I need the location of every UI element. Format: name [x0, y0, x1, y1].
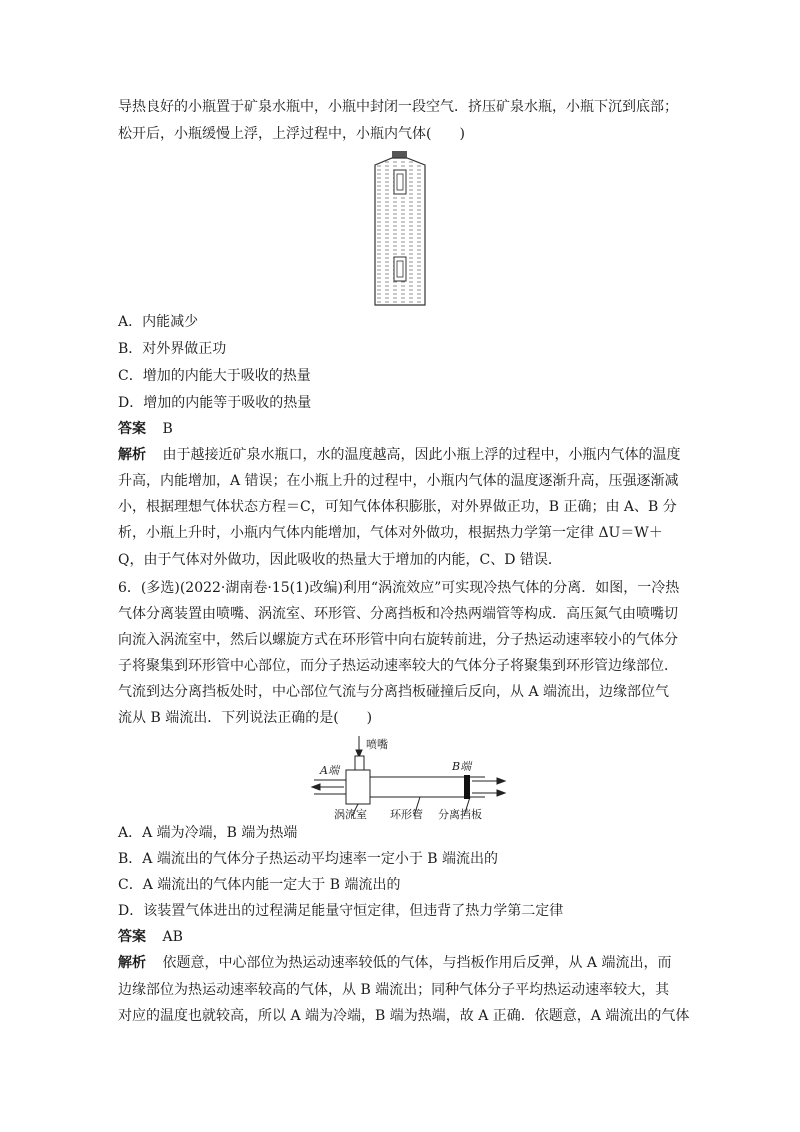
b-end-label: B端 [452, 760, 472, 773]
q6-analysis-line-3: 对应的温度也就较高，所以 A 端为冷端，B 端为热端，故 A 正确．依题意，A 端流出的气体 [118, 1008, 690, 1024]
q5-answer-value: B [162, 421, 173, 437]
q6-stem-line-3: 向流入涡流室中，然后以螺旋方式在环形管中向右旋转前进，分子热运动速率较小的气体分 [118, 632, 678, 648]
q6-option-d: D．该装置气体进出的过程满足能量守恒定律，但违背了热力学第二定律 [118, 903, 564, 919]
q6-answer [118, 927, 183, 947]
q5-option-c: C．增加的内能大于吸收的热量 [118, 368, 311, 384]
q5-analysis-line-4: 析，小瓶上升时，小瓶内气体内能增加，气体对外做功，根据热力学第一定律 ΔU＝W＋ [118, 525, 663, 541]
nozzle [355, 756, 364, 770]
bottle-figure [368, 148, 438, 308]
q6-option-b: B．A 端流出的气体分子热运动平均速率一定小于 B 端流出的 [118, 851, 499, 867]
baffle-label: 分离挡板 [438, 808, 482, 820]
q6-answer-value: AB [162, 929, 183, 945]
q6-option-a: A．A 端为冷端，B 端为热端 [118, 825, 298, 841]
vortex-chamber-label: 涡流室 [334, 808, 367, 820]
q5-option-b: B．对外界做正功 [118, 341, 227, 357]
q6-analysis-line-1: 解析 依题意，中心部位为热运动速率较低的气体，与挡板作用后反弹，从 A 端流出，而 [118, 955, 672, 971]
q5-option-d: D．增加的内能等于吸收的热量 [118, 395, 312, 411]
q6-stem-line-6: 流从 B 端流出．下列说法正确的是( ) [118, 710, 373, 726]
vortex-chamber [346, 770, 370, 804]
q6-analysis-label: 解析 [118, 955, 146, 971]
a-end-label: A端 [320, 764, 339, 777]
q5-stem-line-1: 导热良好的小瓶置于矿泉水瓶中，小瓶中封闭一段空气．挤压矿泉水瓶，小瓶下沉到底部； [118, 99, 678, 115]
q6-analysis-line-2: 边缘部位为热运动速率较高的气体，从 B 端流出；同种气体分子平均热运动速率较大，其 [118, 982, 670, 998]
q5-analysis-line-3: 小，根据理想气体状态方程＝C，可知气体体积膨胀，对外界做正功，B 正确；由 A、B 分 [118, 499, 677, 515]
ring-tube-label: 环形管 [390, 808, 423, 820]
vortex-tube-figure [300, 734, 510, 820]
bottle-cap [392, 151, 407, 158]
q5-stem-line-2: 松开后，小瓶缓慢上浮，上浮过程中，小瓶内气体( ) [118, 126, 465, 142]
q6-stem-line-2: 气体分离装置由喷嘴、涡流室、环形管、分离挡板和冷热两端管等构成．高压氮气由喷嘴切 [118, 606, 678, 622]
q5-answer-label: 答案 [118, 421, 146, 437]
q6-answer-label: 答案 [118, 929, 146, 945]
q5-option-a: A．内能减少 [118, 314, 199, 330]
separation-baffle [464, 775, 470, 799]
q5-analysis-line-2: 升高，内能增加，A 错误；在小瓶上升的过程中，小瓶内气体的温度逐渐升高，压强逐渐减 [118, 473, 679, 489]
nozzle-label: 喷嘴 [366, 738, 388, 751]
q5-answer [118, 419, 173, 439]
q6-stem-line-4: 子将聚集到环形管中心部位，而分子热运动速率较大的气体分子将聚集到环形管边缘部位． [118, 658, 678, 674]
q6-stem-line-1: 6．(多选)(2022·湖南卷·15(1)改编)利用“涡流效应”可实现冷热气体的分离．如图，一冷热 [118, 580, 680, 596]
q6-stem-line-5: 气流到达分离挡板处时，中心部位气流与分离挡板碰撞后反向，从 A 端流出，边缘部位气 [118, 684, 670, 700]
q5-analysis-line-1: 解析 由于越接近矿泉水瓶口，水的温度越高，因此小瓶上浮的过程中，小瓶内气体的温度 [118, 447, 681, 463]
q5-analysis-label: 解析 [118, 447, 146, 463]
q5-analysis-line-5: Q，由于气体对外做功，因此吸收的热量大于增加的内能，C、D 错误． [118, 552, 562, 568]
q6-option-c: C．A 端流出的气体内能一定大于 B 端流出的 [118, 877, 401, 893]
